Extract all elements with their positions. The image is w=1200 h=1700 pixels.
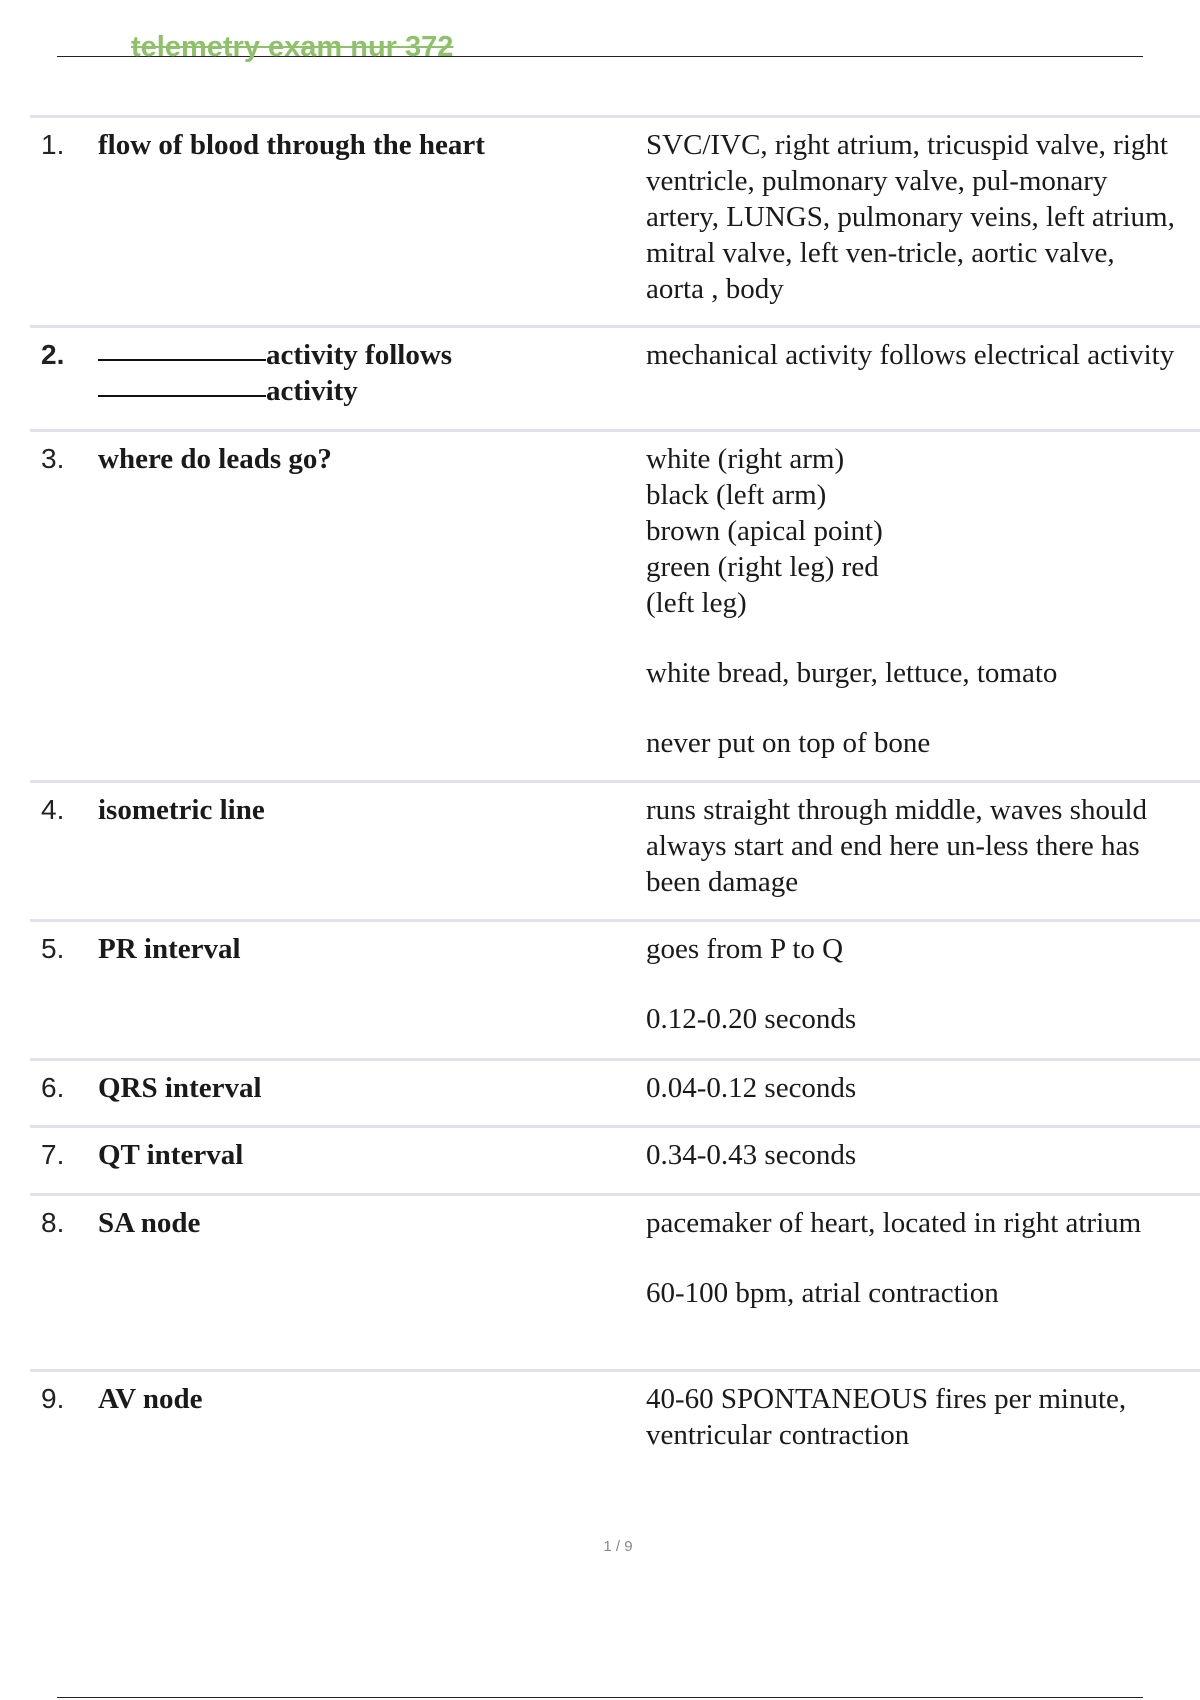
definition-paragraph: mechanical activity follows electrical activity xyxy=(646,339,1175,371)
fill-in-blank xyxy=(98,395,266,397)
card-term: flow of blood through the heart xyxy=(98,129,485,161)
definition-paragraph: runs straight through middle, waves should always start and end here un-less there has been damage xyxy=(646,794,1148,898)
definition-paragraph: pacemaker of heart, located in right atrium xyxy=(646,1207,1142,1239)
definition-paragraph: never put on top of bone xyxy=(646,727,931,759)
card-term: PR interval xyxy=(98,933,241,965)
flashcard xyxy=(30,325,1200,429)
flashcard xyxy=(30,1125,1200,1193)
card-term: isometric line xyxy=(98,794,265,826)
definition-paragraph: goes from P to Q xyxy=(646,933,844,965)
card-term xyxy=(98,337,646,409)
definition-paragraph: 0.34-0.43 seconds xyxy=(646,1139,857,1171)
card-number: 7. xyxy=(41,1139,65,1170)
card-definition xyxy=(646,1070,1176,1106)
flashcard xyxy=(30,1058,1200,1125)
flashcard xyxy=(30,780,1200,919)
definition-paragraph: SVC/IVC, right atrium, tricuspid valve, right ventricle, pulmonary valve, pul-monary artery, LUNGS, pulmonary veins, left atrium, mitral valve, left ven-tricle, aortic valve, aorta , body xyxy=(646,129,1175,305)
card-definition xyxy=(646,337,1176,373)
card-term-line xyxy=(98,337,646,373)
card-term: QRS interval xyxy=(98,1072,262,1104)
card-definition xyxy=(646,792,1176,900)
card-definition xyxy=(646,1381,1176,1453)
flashcard xyxy=(30,115,1200,325)
card-term: SA node xyxy=(98,1207,201,1239)
card-number: 2. xyxy=(41,339,65,370)
definition-paragraph: 40-60 SPONTANEOUS fires per minute, ventricular contraction xyxy=(646,1383,1127,1451)
card-number: 4. xyxy=(41,794,65,825)
footer-rule xyxy=(57,1697,1143,1698)
flashcard xyxy=(30,1369,1200,1479)
page-indicator: 1 / 9 xyxy=(603,1538,633,1555)
card-term: AV node xyxy=(98,1383,203,1415)
card-number: 6. xyxy=(41,1072,65,1103)
flashcard-list xyxy=(30,115,1200,1479)
definition-paragraph: white (right arm) black (left arm) brown (apical point) green (right leg) red (left leg) xyxy=(646,443,883,619)
card-number: 8. xyxy=(41,1207,65,1238)
definition-paragraph: 60-100 bpm, atrial contraction xyxy=(646,1277,999,1309)
document-title: telemetry exam nur 372 xyxy=(131,31,454,63)
fill-in-blank xyxy=(98,359,266,361)
flashcard xyxy=(30,919,1200,1058)
card-number: 3. xyxy=(41,443,65,474)
definition-paragraph: white bread, burger, lettuce, tomato xyxy=(646,657,1058,689)
card-definition xyxy=(646,127,1176,307)
card-term-text: activity xyxy=(266,375,358,407)
flashcard xyxy=(30,1193,1200,1369)
card-term: QT interval xyxy=(98,1139,244,1171)
card-number: 1. xyxy=(41,129,65,160)
flashcard xyxy=(30,429,1200,780)
card-term-text: activity follows xyxy=(266,339,453,371)
definition-paragraph: 0.12-0.20 seconds xyxy=(646,1003,857,1035)
card-definition xyxy=(646,1205,1176,1311)
definition-paragraph: 0.04-0.12 seconds xyxy=(646,1072,857,1104)
card-definition xyxy=(646,441,1176,761)
card-number: 9. xyxy=(41,1383,65,1414)
card-number: 5. xyxy=(41,933,65,964)
card-definition xyxy=(646,1137,1176,1173)
card-term-line xyxy=(98,373,646,409)
card-definition xyxy=(646,931,1176,1037)
card-term: where do leads go? xyxy=(98,443,332,475)
